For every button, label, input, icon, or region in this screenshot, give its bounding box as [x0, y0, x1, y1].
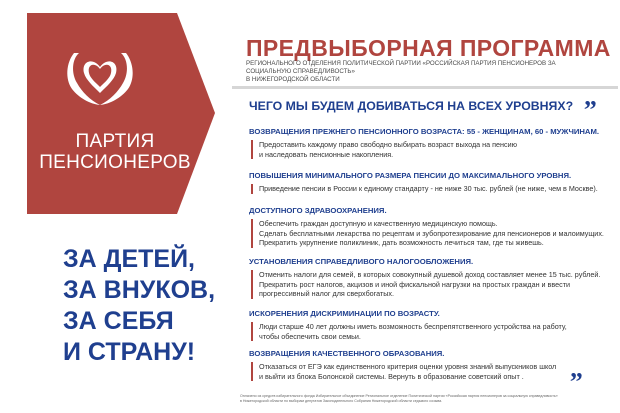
- section-line: Сделать бесплатными лекарства по рецептам и зубопротезирование для пенсионеров и малоимущих.: [259, 228, 604, 238]
- slogan-line: ЗА ВНУКОВ,: [63, 276, 216, 304]
- divider-bar: [232, 86, 618, 89]
- campaign-slogan: [63, 244, 216, 368]
- program-title: ПРЕДВЫБОРНАЯ ПРОГРАММА: [246, 35, 611, 61]
- section-title: ДОСТУПНОГО ЗДРАВООХРАНЕНИЯ.: [249, 206, 387, 215]
- section-title: УСТАНОВЛЕНИЯ СПРАВЕДЛИВОГО НАЛОГООБЛОЖЕНИЯ.: [249, 257, 474, 266]
- section-body: [251, 270, 604, 299]
- section-line: Прекратить рост налогов, акцизов и иной фискальной нагрузки на простых граждан и ввести: [259, 279, 571, 289]
- subtitle-line: В НИЖЕГОРОДСКОЙ ОБЛАСТИ: [246, 76, 340, 83]
- footnote-line: в Нижегородской области по выборам депутатов Законодательного Собрания Нижегородской области седьмого созыва.: [240, 398, 443, 403]
- section-line: Обеспечить граждан доступную и качественную медицинскую помощь.: [259, 219, 498, 228]
- section-body: [251, 219, 604, 248]
- section-line: прогрессивный налог для сверхбогатых.: [259, 289, 395, 298]
- section-line: и выйти из блока Болонской системы. Вернуть в образование советский опыт .: [259, 371, 524, 381]
- section-title: ПОВЫШЕНИЯ МИНИМАЛЬНОГО РАЗМЕРА ПЕНСИИ ДО МАКСИМАЛЬНОГО УРОВНЯ.: [249, 171, 572, 180]
- footnote-line: Оплачено из средств избирательного фонда Избирательное объединение Региональное отделение Политической партии «Российская партия пенсионеров за социальную справедливость»: [240, 394, 558, 398]
- section-line: Люди старше 40 лет должны иметь возможность беспрепятственного устройства на работу,: [259, 322, 567, 331]
- section-body: [251, 322, 604, 341]
- subtitle-line: РЕГИОНАЛЬНОГО ОТДЕЛЕНИЯ ПОЛИТИЧЕСКОЙ ПАРТИИ «РОССИЙСКАЯ ПАРТИЯ ПЕНСИОНЕРОВ ЗА СОЦИАЛЬНУЮ СПРАВЕДЛИВОСТЬ»: [246, 60, 556, 75]
- section-body: [251, 140, 604, 159]
- section-line: Прекратить укрупнение поликлиник, дать возможность лечиться там, где ты живешь.: [259, 238, 544, 247]
- party-name-line2: ПЕНСИОНЕРОВ: [39, 152, 191, 173]
- section-line: Отменить налоги для семей, в которых совокупный душевой доход составляет менее 15 тыс. рублей.: [259, 270, 601, 279]
- quote-open-icon: „: [584, 82, 597, 111]
- main-question: ЧЕГО МЫ БУДЕМ ДОБИВАТЬСЯ НА ВСЕХ УРОВНЯХ?: [249, 99, 574, 113]
- section-title: ВОЗВРАЩЕНИЯ ПРЕЖНЕГО ПЕНСИОННОГО ВОЗРАСТА: 55 - ЖЕНЩИНАМ, 60 - МУЖЧИНАМ.: [249, 127, 600, 136]
- section-line: Предоставить каждому право свободно выбирать возраст выхода на пенсию: [259, 140, 517, 149]
- slogan-line: ЗА СЕБЯ: [63, 307, 174, 335]
- party-logo-panel: [27, 13, 215, 214]
- section-title: ВОЗВРАЩЕНИЯ КАЧЕСТВЕННОГО ОБРАЗОВАНИЯ.: [249, 349, 445, 358]
- footnote: [240, 394, 600, 403]
- hands-holding-heart-icon: [27, 13, 203, 123]
- section-body: [251, 184, 604, 194]
- quote-close-icon: „: [570, 354, 583, 383]
- section-title: ИСКОРЕНЕНИЯ ДИСКРИМИНАЦИИ ПО ВОЗРАСТУ.: [249, 309, 440, 318]
- section-line: Приведение пенсии в России к единому стандарту - не ниже 30 тыс. рублей (не ниже, чем в Москве).: [259, 184, 598, 193]
- section-line: чтобы обеспечить свои семьи.: [259, 331, 361, 341]
- party-name-line1: ПАРТИЯ: [75, 131, 155, 152]
- section-body: [251, 362, 604, 381]
- program-subtitle: [246, 60, 596, 84]
- slogan-line: И СТРАНУ!: [63, 338, 196, 366]
- slogan-line: ЗА ДЕТЕЙ,: [63, 245, 196, 273]
- section-line: и наследовать пенсионные накопления.: [259, 149, 394, 159]
- section-line: Отказаться от ЕГЭ как единственного критерия оценки уровня знаний выпускников школ: [259, 362, 557, 371]
